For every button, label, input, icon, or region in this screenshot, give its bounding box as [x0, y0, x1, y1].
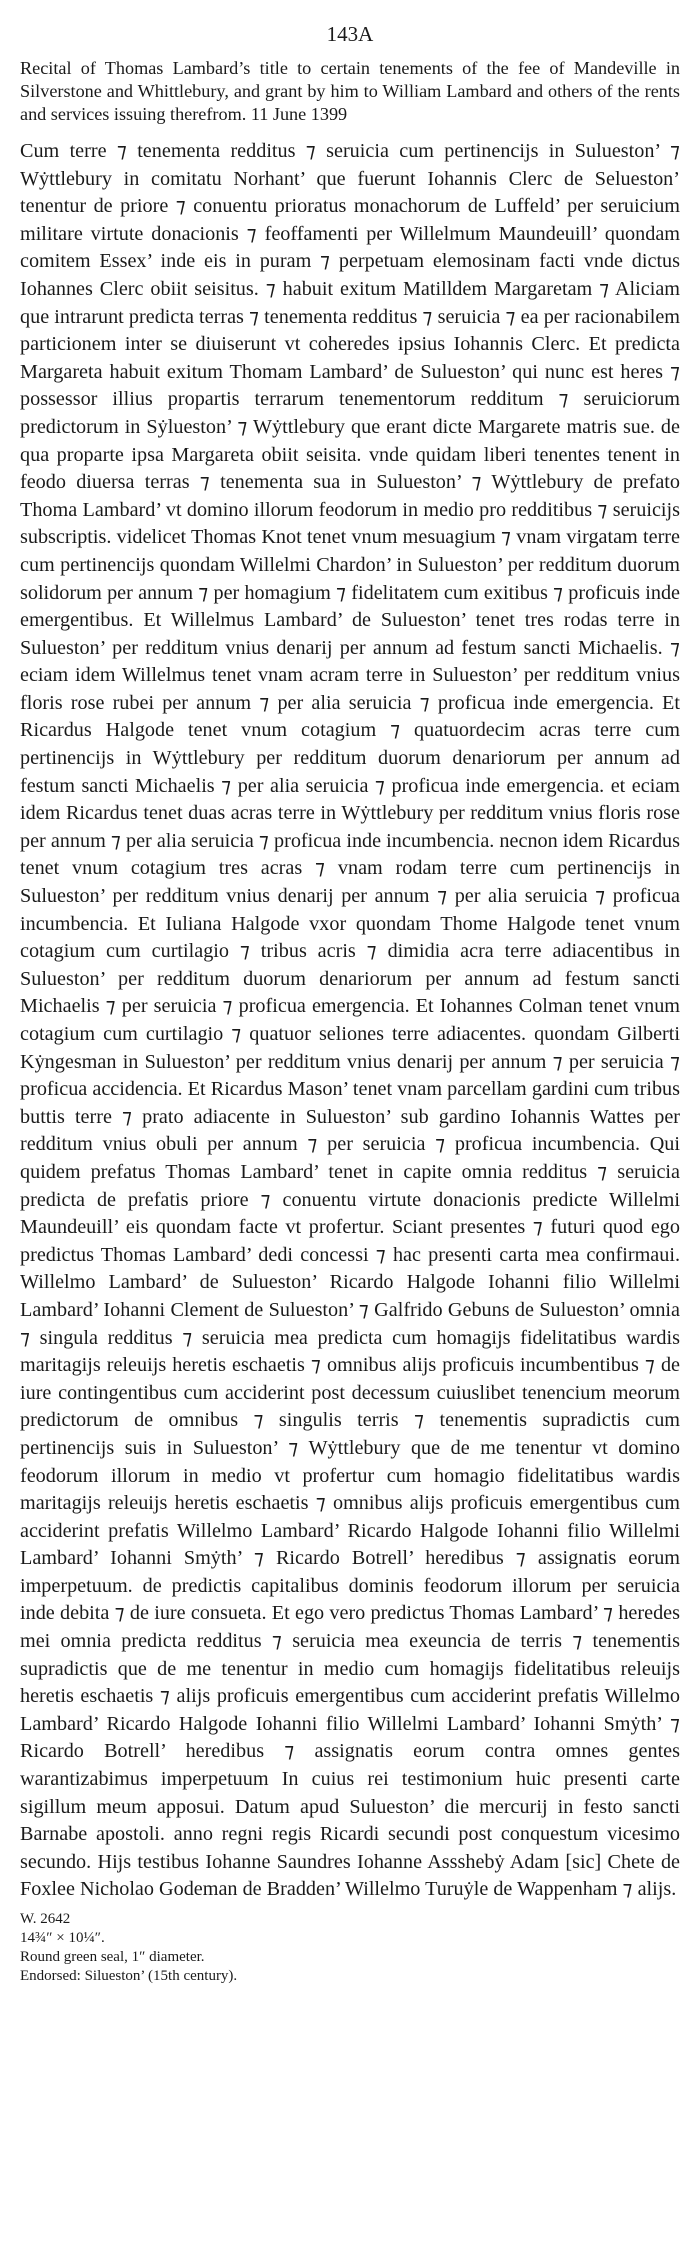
- document-dimensions: 14¾″ × 10¼″.: [20, 1930, 105, 1946]
- document-number: 143A: [326, 22, 374, 46]
- document-footer: [20, 1910, 680, 1986]
- endorsement-note: Endorsed: Silueston’ (15th century).: [20, 1968, 238, 1984]
- charter-text: Cum terre ⁊ tenementa redditus ⁊ seruicia cum pertinencijs in Sulueston’ ⁊ Wẏttlebury in comitatu Norhant’ que fuerunt Iohannis Clerc de Selueston’ tenentur de priore ⁊ conuentu prioratus monachorum de Luffeld’ per seruicium militare virtute donacionis ⁊ feoffamenti per Willelmum Maundeuill’ quondam comitem Essex’ inde eis in puram ⁊ perpetuam elemosinam facti vnde dictus Iohannes Clerc obiit seisitus. ⁊ habuit exitum Matilldem Margaretam ⁊ Aliciam que intrarunt predicta terras ⁊ tenementa redditus ⁊ seruicia ⁊ ea per racionabilem particionem inter se diuiserunt vt coheredes ipsius Iohannis Clerc. Et predicta Margareta habuit exitum Thomam Lambard’ de Sulueston’ qui nunc est heres ⁊ possessor illius propartis terrarum tenementorum redditum ⁊ seruiciorum predictorum in Sẏlueston’ ⁊ Wẏttlebury que erant dicte Margarete matris sue. de qua proparte ipsa Margareta obiit seisita. vnde quidam liberi tenentes tenent in feodo diuersa terras ⁊ tenementa sua in Sulueston’ ⁊ Wẏttlebury de prefato Thoma Lambard’ vt domino illorum feodorum in medio pro redditibus ⁊ seruicijs subscriptis. videlicet Thomas Knot tenet vnum mesuagium ⁊ vnam virgatam terre cum pertinencijs quondam Willelmi Chardon’ in Sulueston’ per redditum duorum solidorum per annum ⁊ per homagium ⁊ fidelitatem cum exitibus ⁊ proficuis inde emergentibus. Et Willelmus Lambard’ de Sulueston’ tenet tres rodas terre in Sulueston’ per redditum vnius denarij per annum ad festum sancti Michaelis. ⁊ eciam idem Willelmus tenet vnam acram terre in Sulueston’ per redditum vnius floris rose rubei per annum ⁊ per alia seruicia ⁊ proficua inde emergencia. Et Ricardus Halgode tenet vnum cotagium ⁊ quatuordecim acras terre cum pertinencijs in Wẏttlebury per redditum duorum denariorum per annum ad festum sancti Michaelis ⁊ per alia seruicia ⁊ proficua inde emergencia. et eciam idem Ricardus tenet duas acras terre in Wẏttlebury per redditum vnius floris rose per annum ⁊ per alia seruicia ⁊ proficua inde incumbencia. necnon idem Ricardus tenet vnum cotagium tres acras ⁊ vnam rodam terre cum pertinencijs in Sulueston’ per redditum vnius denarij per annum ⁊ per alia seruicia ⁊ proficua incumbencia. Et Iuliana Halgode vxor quondam Thome Halgode tenet vnum cotagium cum curtilagio ⁊ tribus acris ⁊ dimidia acra terre adiacentibus in Sulueston’ per redditum duorum denariorum per annum ad festum sancti Michaelis ⁊ per seruicia ⁊ proficua emergencia. Et Iohannes Colman tenet vnum cotagium cum curtilagio ⁊ quatuor seliones terre adiacentes. quondam Gilberti Kẏngesman in Sulueston’ per redditum vnius denarij per annum ⁊ per seruicia ⁊ proficua accidencia. Et Ricardus Mason’ tenet vnam parcellam gardini cum tribus buttis terre ⁊ prato adiacente in Sulueston’ sub gardino Iohannis Wattes per redditum vnius obuli per annum ⁊ per seruicia ⁊ proficua incumbencia. Qui quidem prefatus Thomas Lambard’ tenet in capite omnia redditus ⁊ seruicia predicta de prefatis priore ⁊ conuentu virtute donacionis predicte Willelmi Maundeuill’ eis quondam facte vt profertur. Sciant presentes ⁊ futuri quod ego predictus Thomas Lambard’ dedi concessi ⁊ hac presenti carta mea confirmaui. Willelmo Lambard’ de Sulueston’ Ricardo Halgode Iohanni filio Willelmi Lambard’ Iohanni Clement de Sulueston’ ⁊ Galfrido Gebuns de Sulueston’ omnia ⁊ singula redditus ⁊ seruicia mea predicta cum homagijs fidelitatibus wardis maritagijs releuijs heretis eschaetis ⁊ omnibus alijs proficuis incumbentibus ⁊ de iure contingentibus cum acciderint post decessum cuiuslibet tenencium meorum predictorum de omnibus ⁊ singulis terris ⁊ tenementis supradictis cum pertinencijs suis in Sulueston’ ⁊ Wẏttlebury que de me tenentur vt domino feodorum illorum in medio vt profertur cum homagio fidelitatibus wardis maritagijs releuijs heretis eschaetis ⁊ omnibus alijs proficuis emergentibus cum acciderint prefatis Willelmo Lambard’ Ricardo Halgode Iohanni filio Willelmi Lambard’ Iohanni Smẏth’ ⁊ Ricardo Botrell’ heredibus ⁊ assignatis eorum imperpetuum. de predictis capitalibus dominis feodorum illorum per seruicia inde debita ⁊ de iure consueta. Et ego vero predictus Thomas Lambard’ ⁊ heredes mei omnia predicta redditus ⁊ seruicia mea exeuncia de terris ⁊ tenementis supradictis que de me tenentur in medio cum homagijs fidelitatibus releuijs heretis eschaetis ⁊ alijs proficuis emergentibus cum acciderint prefatis Willelmo Lambard’ Ricardo Halgode Iohanni filio Willelmi Lambard’ Iohanni Smẏth’ ⁊ Ricardo Botrell’ heredibus ⁊ assignatis eorum contra omnes gentes warantizabimus imperpetuum In cuius rei testimonium huic presenti carte sigillum meum apposui. Datum apud Sulueston’ die mercurij in festo sancti Barnabe apostoli. anno regni regis Ricardi secundi post conquestum vicesimo secundo. Hijs testibus Iohanne Saundres Iohanne Assshebẏ Adam [sic] Chete de Foxlee Nicholao Godeman de Bradden’ Willelmo Turuẏle de Wappenham ⁊ alijs.: [20, 140, 680, 1901]
- seal-description: Round green seal, 1″ diameter.: [20, 1949, 205, 1965]
- document-heading: Recital of Thomas Lambard’s title to certain tenements of the fee of Mandeville in Silverstone and Whittlebury, and grant by him to William Lambard and others of the rents and services issuing therefrom. 11 June 1399: [20, 58, 680, 124]
- archive-reference: W. 2642: [20, 1911, 71, 1927]
